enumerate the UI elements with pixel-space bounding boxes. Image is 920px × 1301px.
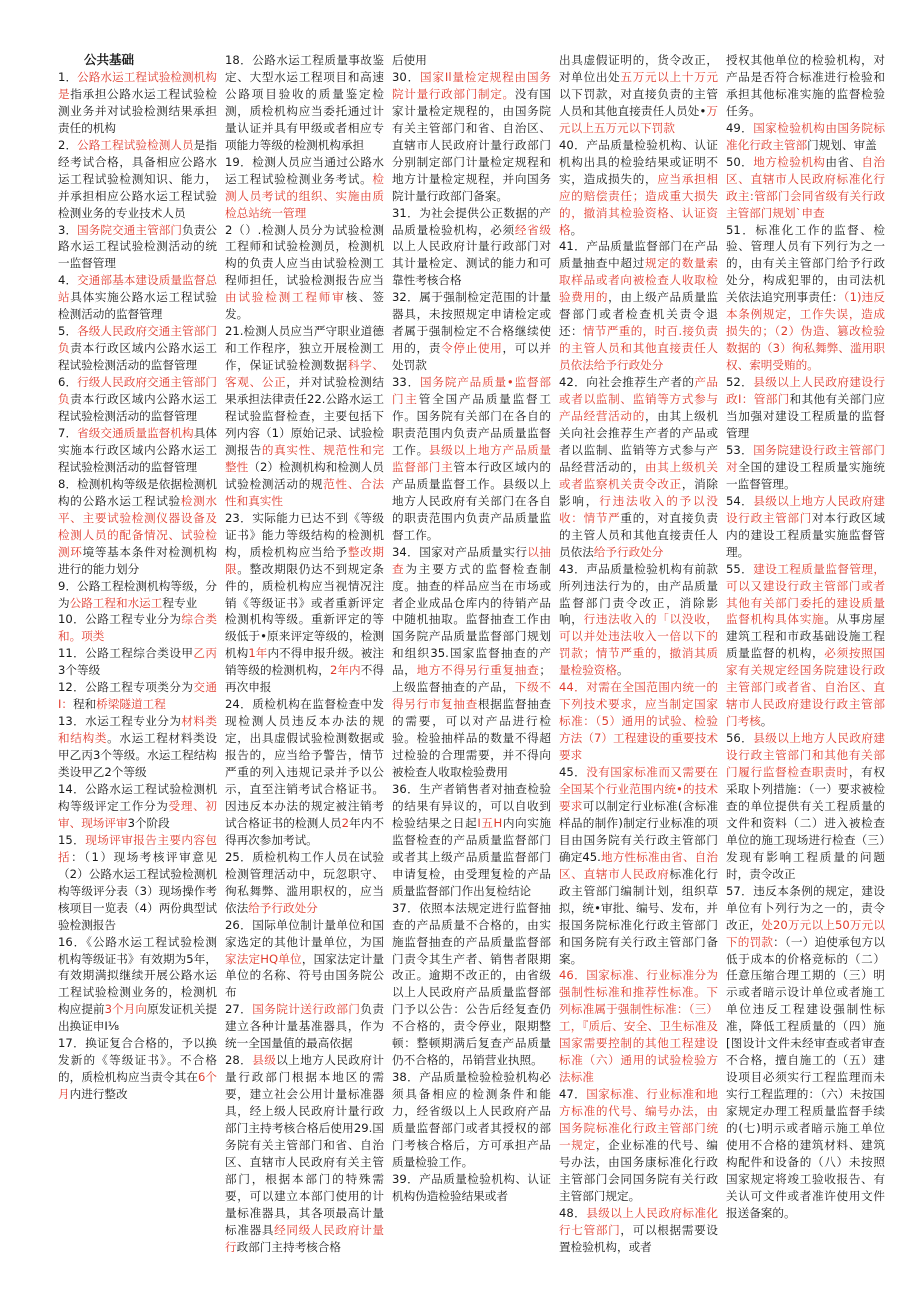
body-text: 具体实施本行政区域内公路水运工程试验检测活动的监督管理 [58, 425, 217, 474]
body-text: 47． [559, 1087, 587, 1102]
body-text: 重的，对直接负责的主管人员和其他直接责任人员依法 [559, 510, 718, 559]
body-text: 3个等级 [58, 663, 101, 678]
highlighted-text: 由其上级机关或者监察机关责令改正 [559, 459, 718, 491]
body-text: 不得再次申报 [225, 663, 384, 695]
highlighted-text: 必须按照国家有关规定经国务院建设行政主管部门或者省、自治区、直辖市人民政府建设行政主管部门考核 [726, 646, 885, 729]
highlighted-text: 由试验检测工程师审 [225, 290, 346, 305]
body-text: 10．公路工程专业分为 [58, 612, 182, 627]
clause-paragraph [559, 1205, 718, 1256]
clause-paragraph [58, 611, 217, 645]
body-text: 45． [559, 765, 587, 780]
body-text: 5． [58, 324, 78, 339]
highlighted-text: 建设工程质量监督管理，可以又建设行政主管部门或者其他有关部门委托的建设质量监督机构具体实施 [726, 561, 885, 627]
clause-paragraph [559, 967, 718, 1086]
body-text: 指承担公路水运工程试验检测业务并对试验检测结果承担责任的机构 [58, 86, 217, 135]
highlighted-text: 县级以上地方产品质量监督部门主 [392, 442, 551, 474]
highlighted-text: 国家标准、行业标准和地方标准的代号、编号办法，由国务院标准化行政主管部门统一规定 [559, 1087, 718, 1152]
body-text: 11．公路工程综合类设甲 [58, 646, 194, 661]
clause-paragraph [392, 374, 551, 544]
highlighted-text: 1年 [248, 646, 268, 661]
body-text: 16．《公路水运工程试验检测机构等级证书》有效期为5年，有效期满拟继续开展公路水运工程试验检测业务的，检测机构应提前 [58, 934, 217, 1017]
body-text: 21.检测人员应当严守职业道德和工作程序，独立开展检测工作，保证试验检测数据 [225, 324, 384, 373]
clause-paragraph [726, 442, 885, 493]
highlighted-text: 检测水平、主要试验检测仪器设备及检测人员的配备情况、试验检测环 [58, 493, 217, 559]
body-text: 30． [392, 69, 421, 84]
body-text: 32．属于强制检定范围的计量器具，未按照规定申请检定或者属于强制检定不合格继续使用的，责 [392, 290, 551, 356]
body-text: 2（）.检测人员分为试验检测工程师和试验检测员，检测机构的负责人应当由试验检测工程师担任，试验检测报告应当 [225, 222, 384, 288]
clause-paragraph [559, 764, 718, 967]
highlighted-text: 6个月 [58, 1070, 217, 1102]
highlighted-text: 下级不得另行市复抽查 [392, 680, 551, 712]
highlighted-text: 2年内 [329, 663, 361, 678]
highlighted-text: 范性、合法性和真实性 [225, 476, 384, 508]
body-text: 40．产品质量检验机构、认证机构出具的检验结果或证明不实，造成损失的， [559, 137, 718, 186]
body-text: 33． [392, 375, 420, 390]
body-text: 28． [225, 1053, 253, 1068]
text-column-2 [225, 52, 384, 1261]
body-text: 13．水运工程专业分为 [58, 714, 182, 729]
clause-paragraph [58, 832, 217, 934]
body-text: 可以制定行业标准(含标准样品的制作)制定行业标准的项目由国务院有关行政主管部门确定45. [559, 798, 718, 864]
body-text: 53． [726, 442, 754, 457]
highlighted-text: I五H [477, 815, 503, 830]
clause-paragraph [58, 69, 217, 137]
highlighted-text: 县级 [252, 1053, 277, 1068]
clause-paragraph [58, 781, 217, 832]
highlighted-text: 整改期限 [225, 544, 384, 576]
body-text: ，企业标准的代号、编号办法，由国务康标准化行政主管部门会同国务院有关行政主管部门规定。 [559, 1138, 718, 1203]
body-text: 门规划、审盖 [807, 137, 877, 152]
highlighted-text: 公路工程和水运工 [69, 595, 163, 610]
clause-paragraph [392, 289, 551, 374]
body-text: 48． [559, 1205, 587, 1220]
body-text: 3个阶段 [127, 815, 170, 830]
highlighted-text: 公路工程试验检测人员 [77, 137, 194, 152]
body-text: 政部门主持考核合格 [236, 1239, 341, 1254]
body-text: 37．依照本法规定进行监督抽查的产品质量不合格的，由实施监督抽查的产品质量监督部门责令其生产者、销售者限期改正。逾期不改正的，由省级以上人民政府产品质量监督部门予以公告：公告后经复查仍不合格的，责令停业，限期整顿：整顿期满后复查产品质量仍不合格的，吊销营业执照。 [392, 900, 551, 1068]
highlighted-text: 44．对需在全国范围内统一的下列技术要求，应当制定国家标准：（5）通用的试验、检验方法（7）工程建设的重要技术要求 [559, 680, 718, 763]
body-text: 负责建立各种计量基准器具，作为统一全国量值的最高依据 [225, 1002, 384, 1051]
highlighted-text: 国务院产品质量•监督部门主 [392, 375, 551, 407]
body-text: 4． [58, 273, 78, 288]
body-text: 23．实际能力已达不到《等级证书》能力等级结构的检测机构，质检机构应当给予 [225, 510, 384, 559]
clause-paragraph [726, 154, 885, 222]
body-text: 6． [58, 375, 78, 390]
clause-paragraph [559, 238, 718, 374]
clause-paragraph [225, 917, 384, 1002]
body-text: ：（1）现场考核评审意见（2）公路水运工程试验检测机构等级评分表（3）现场操作考核项目一览表（4）两份典型试验检测报告 [58, 849, 217, 932]
clause-paragraph [58, 713, 217, 781]
clause-paragraph [225, 222, 384, 324]
body-text: 1． [58, 69, 78, 84]
clause-paragraph [726, 493, 885, 561]
highlighted-text: 处20万元以上50万元以下的罚款 [726, 917, 885, 949]
body-text: 后使用 [392, 53, 427, 67]
clause-paragraph [392, 1069, 551, 1171]
highlighted-text: 受理、初审、现场评审 [58, 798, 217, 830]
clause-paragraph [58, 323, 217, 374]
highlighted-text: 桥梁隧道工程 [96, 697, 166, 712]
text-column-5 [726, 52, 885, 1261]
body-text: 9．公路工程检测机构等级，分为 [58, 578, 217, 610]
body-text: 责本行政区域内公路水运工程试验检测活动的监督管理 [58, 392, 217, 424]
body-text: 54． [726, 493, 754, 508]
clause-paragraph [58, 374, 217, 425]
body-text: 年内不得再次参加考试。 [225, 815, 384, 847]
clause-paragraph [559, 1086, 718, 1205]
clause-paragraph [58, 934, 217, 1036]
clause-paragraph [392, 1171, 551, 1205]
body-text: 。 [616, 663, 629, 678]
body-text: ，消除影响， [559, 476, 718, 508]
body-text: ：（一）迫使承包方以低于成本的价格竞标的（二）任意压缩合理工期的（三）明示或者暗示设计单位或者施工单位违反工程建设强制性标准，降低工程质量的（四）施[图设计文件未经审查或者审查不合格，擅自施工的（五）建设项目必须实行工程监理而未实行工程监理的：（六）未按国家规定办理工程质量监督手续的(七)明示或者暗示施工单位使用不合格的建筑材料、建筑构配件和设备的（八）未按照国家规定将竣工验收报告、有关认可文件或者准许使用文件报送备案的。 [726, 934, 885, 1220]
clause-paragraph [225, 323, 384, 509]
body-text: 具体实施公路水运工程试验检测活动的监督管理 [58, 290, 217, 322]
highlighted-text: 给予行政处分 [593, 544, 664, 559]
clause-paragraph [58, 1035, 217, 1103]
clause-paragraph [392, 69, 551, 205]
highlighted-text: 乙丙 [193, 646, 217, 661]
highlighted-text: 地方不得另行重复抽查 [416, 663, 540, 678]
clause-paragraph [58, 645, 217, 679]
text-column-3 [392, 52, 551, 1261]
highlighted-text: 检测人员考试的组织、实施由质检总站统一管理 [225, 171, 384, 220]
body-text: 8．检测机构等级是依据检测机构的公路水运工程试验 [58, 476, 217, 508]
highlighted-text: 情节严重的，时百.接负责的主管人员和其他直接责任人员依法给予行政处分 [559, 324, 718, 373]
body-text: 26．国际单位制计量单位和国家选定的其他计量单位，为国 [225, 917, 384, 949]
clause-paragraph [726, 374, 885, 442]
body-text: 没有国家计量检定规程的，由国务院有关主管部门和省、自治区、直辖市人民政府计量行政部门分别制定部门计量检定规程和地方计量检定规程，并向国务院计量行政部门备案。 [392, 86, 551, 203]
body-text: ；上级监督抽查的产品， [392, 663, 551, 695]
clause-paragraph [726, 222, 885, 375]
highlighted-text: 县级以上地方人民政府建设行政主管部门和其他有关部门履行监督检查职责时 [726, 731, 885, 780]
section-heading: 公共基础 [84, 52, 135, 67]
clause-paragraph [225, 849, 384, 917]
body-text: 25．质检机构工作人员在试验检测管理活动中，玩忽职守、徇私舞弊、滥用职权的，应当依法 [225, 849, 384, 915]
body-text: 41．产品质量监督部门在产品质量抽查中超过 [559, 239, 718, 271]
text-column-4 [559, 52, 718, 1261]
body-text: 57．违反本条例的规定，建设单位有卜列行为之一的，责令改正， [726, 883, 885, 932]
body-text: 程专业 [162, 595, 198, 610]
body-text: 以上地方人民政府计量行政部门根据本地区的需要，建立社会公用计量标准器具，经上级人民政府计量行政部门主持考核合格后使用29.国务院有关主管部门和省、自治区、直辖市人民政府有关主管部门，根据本部门的特殊需要，可以建立本部门使用的计量标准器具，其各项最高计量标准器具 [225, 1053, 384, 1237]
clause-paragraph [58, 425, 217, 476]
body-text: （2）检测机构和检测人员试验检测活动的规 [225, 459, 384, 491]
clause-paragraph [726, 120, 885, 154]
highlighted-text: 行级人民政府交通主管部门负 [58, 375, 217, 407]
body-text: 管全国产品质量监督工作。国务院有关部门在各自的职责范围内负责产品质量监督工作。 [392, 392, 551, 457]
body-text: ，国家法定计量单位的名称、符号由国务院公布 [225, 951, 384, 1000]
body-text: 。水运工程材料类设甲乙丙3个等级。水运工程结构类设甲乙2个等级 [58, 731, 217, 780]
body-text: 管本行政区域内的产品质量监督工作。县级以上地方人民政府有关部门在各自的职责范围内负责产品质量监督工作。 [392, 459, 551, 542]
highlighted-text: 地方检验机构 [753, 154, 826, 169]
body-text: 34．国家对产品质量实行 [392, 544, 528, 559]
highlighted-text: 地方性标准由省、自治区、直辖市人民政府 [559, 849, 718, 881]
body-text: 14．公路水运工程试验检测机构等级评定工作分为 [58, 781, 217, 813]
body-text: 。 [760, 714, 773, 729]
highlighted-text: 五万元以上十万元 [620, 69, 718, 84]
highlighted-text: 材料类和结构类 [58, 714, 217, 746]
body-text: 42．向社会推荐生产者的 [559, 375, 695, 390]
body-text: 15． [58, 832, 86, 847]
highlighted-text: 交通部基本建设质量监督总站 [58, 273, 217, 305]
clause-paragraph [58, 272, 217, 323]
highlighted-text: 国务院交通主管部门 [77, 222, 183, 237]
body-text: 核、签发。 [225, 290, 384, 322]
highlighted-text: 县级以上地方人民政府建设行政主管部门 [726, 493, 885, 525]
clause-paragraph [559, 52, 718, 137]
body-text: ，可以并处罚款 [392, 341, 551, 373]
body-text: 39．产品质量检验机构、认证机构伪造检验结果或者 [392, 1171, 551, 1203]
clause-paragraph [726, 561, 885, 731]
body-text: 51．标准化工作的监督、检验、管理人员有下列行为之一的，由有关主管部门给予行政处分，构成犯罪的，由司法机关依法追究刑事责任： [726, 222, 885, 305]
highlighted-text: （1)违反本条例规定，工作失误，造成损失的；（2）伪造、篡改检验数据的（3）徇私舞弊、滥用职权、索明受贿的。 [726, 290, 885, 373]
highlighted-text: 应当承担相应的赔偿责任；造成重大损失的，撤消其检验资格、认证资格 [559, 171, 718, 237]
highlighted-text: 家法定HQ单位 [225, 951, 302, 966]
clause-paragraph [58, 679, 217, 713]
clause-paragraph [225, 1052, 384, 1255]
highlighted-text: 产品或者以监制、监销等方式参与产品经营活动的 [559, 375, 718, 424]
body-text: 55． [726, 561, 754, 576]
body-text: 38．产品质量检验检验机构必须具备相应的检测条件和能力，经省级以上人民政府产品质量监督部门或者其授权的部门考核合格后，方可承担产品质量检验工作。 [392, 1070, 551, 1169]
clause-paragraph [225, 154, 384, 222]
body-text: ，可以根据需要设置检验机构，或者 [559, 1222, 718, 1254]
highlighted-text: 综合类和。项类 [58, 612, 217, 644]
highlighted-text: 3个月向 [104, 1002, 148, 1017]
clause-paragraph [392, 544, 551, 781]
highlighted-text: 的真实性、规范性和完整性 [225, 442, 384, 474]
highlighted-text: 国务院建设行政主管部门对 [726, 442, 885, 474]
highlighted-text: 国家Il量检定规程由国务院计量行政部门制定。 [392, 69, 551, 101]
body-text: 。整改期限仍达不到规定条件的，质检机构应当视情况注销《等级证书》或者重新评定检测机构等级。重新评定的等级低于•原来评定等级的，检测机构 [225, 561, 384, 661]
body-text: 31．为社会提供公正数据的产品质量检验机构，必须 [392, 205, 551, 237]
clause-paragraph [392, 52, 551, 69]
body-text: 内不得申报升级。被注销等级的检测机构， [225, 646, 384, 678]
body-text: 授权其他单位的检验机构，对产品是否符合标准进行检验和承担其他标准实施的监督检验任务。 [726, 53, 885, 118]
body-text: 对本行政区域内的建设工程质量实施监督管理。 [726, 510, 885, 559]
highlighted-text: 经省级 [514, 222, 551, 237]
body-text: 50． [726, 154, 754, 169]
clause-paragraph [225, 52, 384, 154]
clause-paragraph [559, 137, 718, 239]
body-text: 2． [58, 137, 78, 152]
body-text: 负责公路水运工程试验检测活动的统一监督管理 [58, 222, 217, 271]
body-text: 27． [225, 1002, 253, 1017]
body-text: 原发证机关提出换证申I⅛ [58, 1002, 217, 1034]
highlighted-text: 行违法收入的予以没收：情节严 [559, 493, 718, 525]
clause-paragraph [726, 52, 885, 120]
clause-paragraph [225, 510, 384, 696]
body-text: 标准化行政主管部门编制计划，组织草拟，统•审批、编号、发布，并报国务院标准化行政主管部门和国务院有关行政主管部门备案。 [559, 866, 718, 966]
clause-paragraph [726, 883, 885, 1222]
highlighted-text: 万元以上五万元以下罚款 [559, 103, 718, 135]
clause-paragraph [58, 476, 217, 578]
body-text: 19．检测人员应当通过公路水运工程试验检测业务考试。 [225, 154, 384, 186]
highlighted-text: 以抽查 [392, 544, 551, 576]
body-text: 出具虚假证明的，货令改正，对单位出处 [559, 53, 718, 84]
body-text: 56． [726, 731, 754, 746]
highlighted-text: 现场评审报告主要内容包括 [58, 832, 217, 864]
body-text: 52． [726, 375, 754, 390]
clause-paragraph [559, 561, 718, 680]
body-text: 责本行政区域内公路水运工程试验检测活动的监督管理 [58, 341, 217, 373]
clause-paragraph [559, 679, 718, 764]
highlighted-text: 规定的数量索取样品或者向被检查人收取检验费用的 [559, 256, 718, 305]
highlighted-text: 省级交通质量监督机构 [77, 425, 194, 440]
body-text: 49． [726, 120, 754, 135]
body-text: 。从事房屋建筑工程和市政基础设施工程质量监督的机构， [726, 612, 885, 661]
text-column-1 [58, 52, 217, 1261]
clause-paragraph [726, 730, 885, 883]
clause-paragraph [559, 374, 718, 560]
highlighted-text: 46．国家标准、行业标准分为强制性标准和推荐性标准。下列标准属于强制性标准：（三）工，『质后、安全、卫生标准及国家需要控制的其他工程建设标准（六）通用的试验检验方法标准 [559, 968, 718, 1085]
clause-paragraph [392, 781, 551, 900]
body-text: ，由上级产品质量监督部门或者检查机关责令退还： [559, 290, 718, 339]
clause-paragraph [225, 1001, 384, 1052]
clause-paragraph [58, 578, 217, 612]
highlighted-text: 没有国家标准而又需要在全国某个行业范围内统•的技术要求 [559, 765, 718, 813]
body-text: 18．公路水运工程质量事故鉴定、大型水运工程项目和高速公路项目验收的质量鉴定检测，质检机构应当委托通过计量认证并具有甲级或者相应专项能力等级的检测机构承担 [225, 53, 384, 152]
highlighted-text: 交通I： [58, 680, 217, 712]
highlighted-text: 自治区、直辖市人民政府标准化行政主:管部门会同省级有关行政主管部门规划`申查 [726, 154, 885, 220]
body-text: ，并对试验检测结果承担法律责任22.公路水运工程试验监督检查，主要包括下列内容（1）原始记录、试验检测报告 [225, 375, 384, 457]
body-text: ，由其上级机关向社会推荐生产者的产品或者以监制、监销等方式参与产品经营活动的， [559, 409, 718, 474]
body-text: 境等基本条件对检测机构进行的能力划分 [58, 544, 217, 576]
body-text: 43．声品质量检验机构有前款所列违法行为的，由产品质量监督部门责令改正，消除影响， [559, 561, 718, 627]
clause-paragraph [392, 900, 551, 1070]
body-text: 是指经考试合格，具备相应公路水运工程试验检测知识、能力，并承担相应公路水运工程试验检测业务的专业技术人员 [58, 137, 217, 220]
body-text: 36．生产者销售者对抽查检验的结果有异议的，可以自收到检验结果之日起 [392, 781, 551, 830]
highlighted-text: 各级人民政府交通主管部门负 [58, 324, 217, 356]
body-text: 以下罚款，对直接负责的主管人员和其他直接责任人员处• [559, 86, 718, 118]
highlighted-text: 给予行政处分 [248, 900, 318, 915]
body-text: 内向实施监督检查的产品质量监督部门或者其上级产品质量监督部门申请复检，由受理复检的产品质量监督部门作出复检结论 [392, 815, 551, 898]
body-text: 为主要方式的监督检查制度。抽查的样品应当在市场或者企业成品仓库内的待销产品中随机抽取。监督抽查工作由国务院产品质量监督部门规划和组织35.国家监督抽查的产品， [392, 561, 551, 678]
clause-paragraph [392, 205, 551, 290]
body-text: 17．换证复合合格的，予以换发新的《等级证书》。不合格的，质检机构应当责令其在 [58, 1036, 217, 1085]
body-text: 3． [58, 222, 78, 237]
body-text: 全国的建设工程质量实施统一监督管理。 [726, 459, 885, 491]
body-text: 程和 [73, 697, 97, 712]
body-text: 12．公路工程专项类分为 [58, 680, 194, 695]
body-text: 根据监督抽查的需要，可以对产品进行检验。检验抽样品的数量不得超过检验的合理需要，并不得向被检查人收取检验费用 [392, 697, 551, 780]
body-text: 和其他有关部门应当加强对建设工程质量的监督管理 [726, 392, 885, 440]
clause-paragraph [58, 137, 217, 222]
body-text: 由省、 [825, 154, 862, 169]
highlighted-text: 国家检验机构由国务院标准化行政主管部 [726, 120, 885, 152]
clause-paragraph [225, 696, 384, 849]
highlighted-text: 县级以上人民政府标准化行七管部门 [559, 1205, 718, 1237]
highlighted-text: 公路水运工程试验检测机构是 [58, 69, 217, 101]
highlighted-text: 令停止使用 [441, 341, 503, 356]
clause-paragraph [58, 222, 217, 273]
body-text: 7． [58, 425, 78, 440]
body-text: ，有权采取卜列措施：（一）要求被检查的单位提供有关工程质量的文件和资料（二）进入被检查单位的施工现场进行检查（三）发现有影响工程质量的问题时，责令改正 [726, 765, 885, 881]
highlighted-text: 国务院计送行政部门 [252, 1002, 361, 1017]
highlighted-text: 县级以上人民政府建设行政I：管部门 [726, 375, 885, 407]
highlighted-text: 行违法收入的「以没收，可以并处违法收入一倍以下的罚款；情节严重的，撤消其质量检验资格 [559, 612, 718, 678]
highlighted-text: 科学、客观、公正 [225, 358, 384, 390]
highlighted-text: 2 [341, 815, 349, 830]
body-text: 。 [570, 222, 583, 237]
highlighted-text: 经同级人民政府计量行 [225, 1222, 384, 1254]
body-text: 24．质检机构在监督检查中发现检测人员违反本办法的规定，出具虚假试验检测数据或报告的，应当给予警告，情节严重的列入违规记录并予以公示，直至注销考试合格证书。因违反本办法的规定被注销考试合格证书的检测人员 [225, 697, 384, 830]
body-text: 以上人民政府计量行政部门对其计量检定、测试的能力和可靠性考核合格 [392, 239, 551, 288]
body-text: 内进行整改 [69, 1087, 128, 1102]
